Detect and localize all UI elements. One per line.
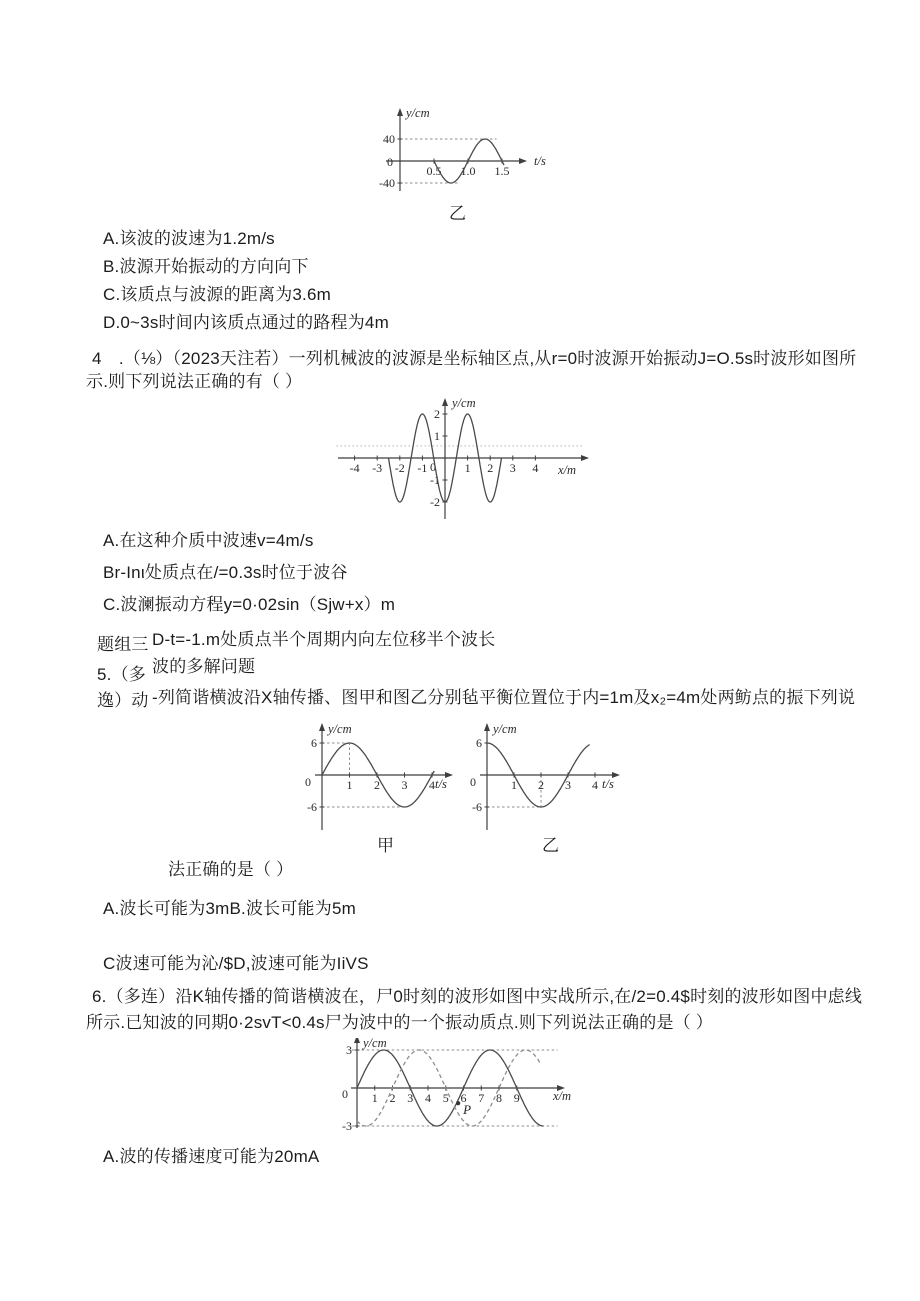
svg-text:4: 4 bbox=[425, 1091, 431, 1105]
q4-option-a: A.在这种介质中波速v=4m/s bbox=[103, 531, 314, 550]
svg-text:-40: -40 bbox=[379, 176, 395, 190]
svg-text:-6: -6 bbox=[472, 799, 482, 814]
q5-stem-line2: 法正确的是（ ） bbox=[168, 860, 294, 879]
svg-text:-6: -6 bbox=[307, 799, 317, 814]
svg-text:2: 2 bbox=[487, 461, 494, 475]
svg-text:y/cm: y/cm bbox=[328, 722, 352, 736]
svg-text:y/cm: y/cm bbox=[406, 106, 430, 120]
svg-text:t/s: t/s bbox=[534, 154, 546, 168]
svg-text:3: 3 bbox=[401, 778, 408, 792]
q6-stem-line1: 6.（多连）沿K轴传播的简谐横波在，尸0时刻的波形如图中实战所示,在/2=0.4$时刻的波形如图中虑线 bbox=[92, 987, 863, 1006]
svg-text:-1: -1 bbox=[417, 461, 428, 475]
svg-text:0: 0 bbox=[470, 775, 476, 789]
svg-text:40: 40 bbox=[383, 132, 395, 146]
q3-option-d: D.0~3s时间内该质点通过的路程为4m bbox=[103, 313, 389, 332]
svg-text:2: 2 bbox=[538, 778, 544, 792]
svg-text:-2: -2 bbox=[394, 461, 405, 475]
q5-chart-jia bbox=[285, 722, 470, 847]
svg-text:1.0: 1.0 bbox=[460, 164, 476, 178]
svg-text:y/cm: y/cm bbox=[363, 1038, 387, 1050]
svg-text:0: 0 bbox=[342, 1087, 348, 1101]
q4-option-c: C.波澜振动方程y=0·02sin（Sjw+x）m bbox=[103, 595, 396, 614]
svg-text:-2: -2 bbox=[430, 495, 440, 509]
svg-text:1: 1 bbox=[511, 778, 517, 792]
svg-text:5: 5 bbox=[442, 1091, 449, 1105]
q3-option-b: B.波源开始振动的方向向下 bbox=[103, 257, 309, 276]
svg-text:0: 0 bbox=[305, 775, 311, 789]
svg-text:-4: -4 bbox=[349, 461, 360, 475]
svg-text:y/cm: y/cm bbox=[493, 722, 517, 736]
q4-waveform-graph bbox=[330, 395, 640, 525]
svg-text:1: 1 bbox=[434, 429, 440, 443]
q4-stem-line1: 4 .（⅛）（2023天注若）一列机械波的波源是坐标轴区点,从r=0时波源开始振动J=O.5s时波形如图所 bbox=[92, 349, 857, 368]
svg-text:t/s: t/s bbox=[435, 777, 447, 791]
svg-text:4: 4 bbox=[532, 461, 539, 475]
q6-stem-line2: 所示.已知波的冋期0·2svT<0.4s尸为波中的一个振动质点.则下列说法正确的是（ ） bbox=[86, 1013, 713, 1032]
svg-text:1: 1 bbox=[464, 461, 471, 475]
q4-waveform-chart bbox=[330, 395, 640, 525]
svg-text:8: 8 bbox=[496, 1091, 502, 1105]
svg-text:-3: -3 bbox=[372, 461, 383, 475]
q5-option-cd: C波速可能为沁/$D,波速可能为IiVS bbox=[103, 954, 369, 973]
svg-text:-1: -1 bbox=[430, 473, 440, 487]
svg-text:t/s: t/s bbox=[602, 777, 614, 791]
svg-text:1: 1 bbox=[371, 1091, 378, 1105]
q5-vibration-graph-jia bbox=[285, 722, 470, 847]
svg-text:x/m: x/m bbox=[558, 463, 577, 477]
q5-margin-group-label: 题组三 bbox=[97, 635, 149, 654]
q3-vibration-chart bbox=[350, 103, 580, 203]
svg-text:4: 4 bbox=[592, 778, 598, 792]
q3-option-a: A.该波的波速为1.2m/s bbox=[103, 229, 275, 248]
svg-text:2: 2 bbox=[374, 778, 380, 792]
svg-text:6: 6 bbox=[476, 736, 482, 751]
svg-text:1: 1 bbox=[346, 778, 353, 792]
svg-text:4: 4 bbox=[429, 778, 435, 792]
svg-text:6: 6 bbox=[311, 736, 317, 751]
q3-option-c: C.该质点与波源的距离为3.6m bbox=[103, 285, 331, 304]
q5-graph-jia-caption: 甲 bbox=[377, 836, 394, 855]
svg-text:6: 6 bbox=[460, 1091, 467, 1105]
q4-option-b: Br-Inι处质点在/=0.3s时位于波谷 bbox=[103, 563, 348, 582]
svg-text:0: 0 bbox=[430, 460, 436, 474]
q5-margin-number: 5.（多 bbox=[97, 665, 146, 684]
q3-vibration-graph bbox=[350, 103, 580, 203]
svg-text:3: 3 bbox=[407, 1091, 414, 1105]
q6-waveform-graph bbox=[335, 1038, 600, 1138]
svg-text:y/cm: y/cm bbox=[452, 396, 476, 410]
q5-heading: 波的多解问题 bbox=[152, 657, 256, 676]
q5-stem-line1: -列简谐横波沿X轴传播、图甲和图乙分别毡平衡位置位于内=1m及x₂=4m处两鲂点的振下列说 bbox=[152, 688, 856, 707]
svg-text:x/m: x/m bbox=[553, 1089, 572, 1103]
svg-text:0.5: 0.5 bbox=[426, 164, 442, 178]
q5-vibration-graph-yi bbox=[450, 722, 645, 847]
svg-text:0: 0 bbox=[387, 155, 393, 169]
svg-text:2: 2 bbox=[389, 1091, 396, 1105]
svg-text:3: 3 bbox=[346, 1042, 352, 1057]
q5-margin-number-2: 逸）动 bbox=[97, 691, 149, 710]
svg-text:3: 3 bbox=[509, 461, 516, 475]
svg-text:7: 7 bbox=[478, 1091, 485, 1105]
svg-text:1.5: 1.5 bbox=[494, 164, 510, 178]
svg-text:9: 9 bbox=[513, 1091, 520, 1105]
q6-option-a: A.波的传播速度可能为20mA bbox=[103, 1147, 320, 1166]
q4-option-d: D-t=-1.m处质点半个周期内向左位移半个波长 bbox=[152, 630, 496, 649]
q5-chart-yi bbox=[450, 722, 645, 847]
q5-graph-yi-caption: 乙 bbox=[542, 836, 559, 855]
svg-text:P: P bbox=[463, 1102, 472, 1118]
svg-text:-3: -3 bbox=[342, 1119, 352, 1134]
q3-graph-caption: 乙 bbox=[449, 204, 466, 223]
svg-text:2: 2 bbox=[434, 407, 440, 421]
q5-option-ab: A.波长可能为3mB.波长可能为5m bbox=[103, 899, 356, 918]
svg-text:3: 3 bbox=[565, 778, 571, 792]
q4-stem-line2: 示.则下列说法正确的有（ ） bbox=[86, 372, 303, 391]
q6-waveform-chart bbox=[335, 1038, 600, 1138]
